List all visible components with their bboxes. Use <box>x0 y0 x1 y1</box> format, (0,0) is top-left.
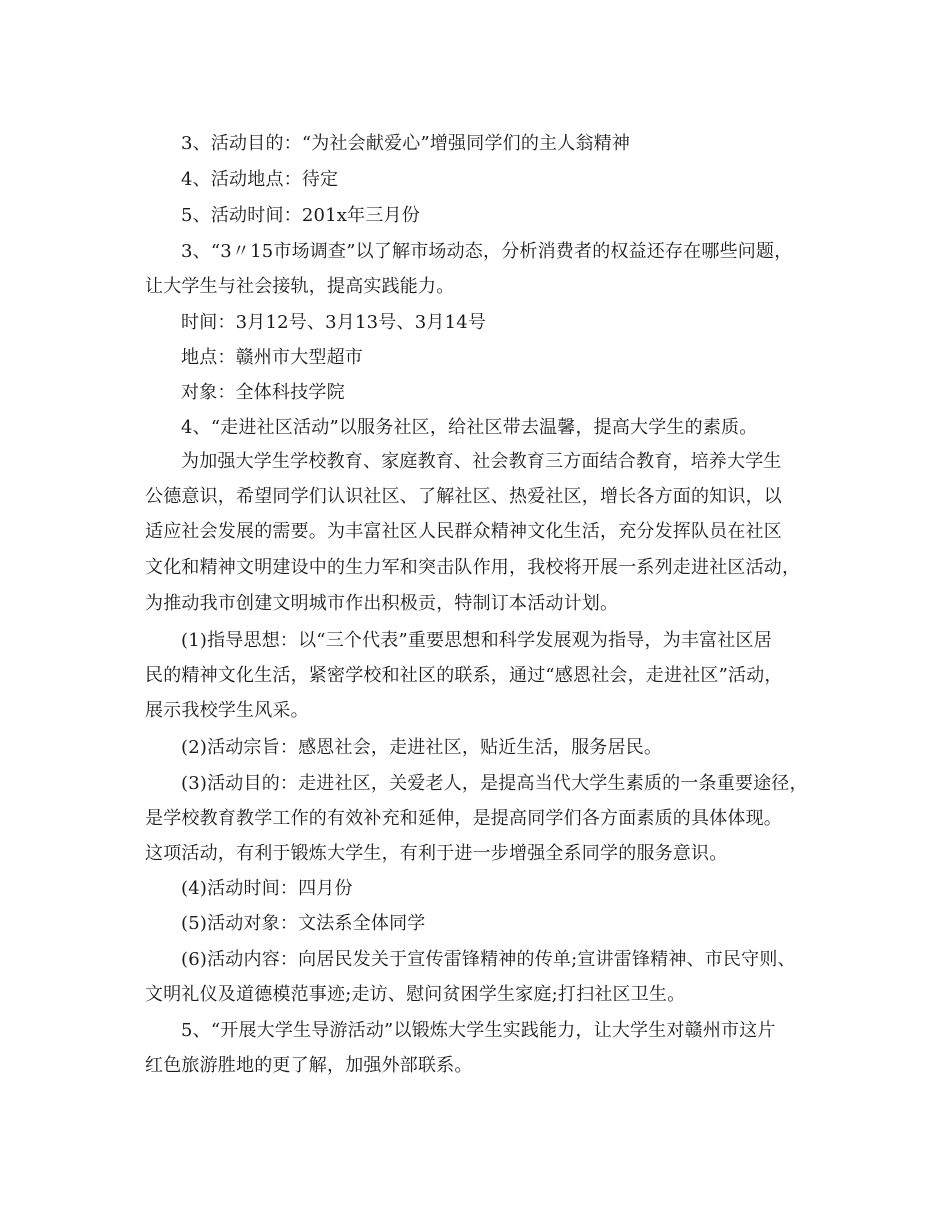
paragraph-line: 时间：3月12号、3月13号、3月14号 <box>181 312 487 333</box>
paragraph-line: 是学校教育教学工作的有效补充和延伸，是提高同学们各方面素质的具体体现。 <box>145 808 782 829</box>
paragraph-line: 展示我校学生风采。 <box>145 700 309 721</box>
paragraph-line: 3、活动目的：“为社会献爱心”增强同学们的主人翁精神 <box>181 133 631 154</box>
paragraph-line: (6)活动内容：向居民发关于宣传雷锋精神的传单;宣讲雷锋精神、市民守则、 <box>181 949 796 970</box>
paragraph-line: 对象：全体科技学院 <box>181 382 345 403</box>
paragraph-line: 3、“3〃15市场调查”以了解市场动态，分析消费者的权益还存在哪些问题， <box>181 241 793 262</box>
paragraph-line: 文化和精神文明建设中的生力军和突击队作用，我校将开展一系列走进社区活动， <box>145 557 801 578</box>
paragraph-line: 为加强大学生学校教育、家庭教育、社会教育三方面结合教育，培养大学生 <box>181 451 782 472</box>
paragraph-line: 这项活动，有利于锻炼大学生，有利于进一步增强全系同学的服务意识。 <box>145 843 728 864</box>
paragraph-line: 民的精神文化生活，紧密学校和社区的联系，通过“感恩社会，走进社区”活动， <box>145 665 783 686</box>
paragraph-line: 4、“走进社区活动”以服务社区，给社区带去温馨，提高大学生的素质。 <box>181 417 758 438</box>
paragraph-line: 公德意识，希望同学们认识社区、了解社区、热爱社区，增长各方面的知识，以 <box>145 486 782 507</box>
paragraph-line: 适应社会发展的需要。为丰富社区人民群众精神文化生活，充分发挥队员在社区 <box>145 521 782 542</box>
paragraph-line: 5、“开展大学生导游活动”以锻炼大学生实践能力，让大学生对赣州市这片 <box>181 1020 776 1041</box>
paragraph-line: 地点：赣州市大型超市 <box>181 347 363 368</box>
paragraph-line: (4)活动时间：四月份 <box>181 878 353 899</box>
paragraph-line: (2)活动宗旨：感恩社会，走进社区，贴近生活，服务居民。 <box>181 737 663 758</box>
paragraph-line: 5、活动时间：201x年三月份 <box>181 205 420 226</box>
paragraph-line: 文明礼仪及道德模范事迹;走访、慰问贫困学生家庭;打扫社区卫生。 <box>145 984 686 1005</box>
paragraph-line: (3)活动目的：走进社区，关爱老人，是提高当代大学生素质的一条重要途径， <box>181 773 808 794</box>
paragraph-line: 4、活动地点：待定 <box>181 169 339 190</box>
paragraph-line: 让大学生与社会接轨，提高实践能力。 <box>145 276 455 297</box>
paragraph-line: 红色旅游胜地的更了解，加强外部联系。 <box>145 1055 473 1076</box>
paragraph-line: (1)指导思想：以“三个代表”重要思想和科学发展观为指导，为丰富社区居 <box>181 630 772 651</box>
paragraph-line: 为推动我市创建文明城市作出积极贡，特制订本活动计划。 <box>145 593 619 614</box>
paragraph-line: (5)活动对象：文法系全体同学 <box>181 913 426 934</box>
